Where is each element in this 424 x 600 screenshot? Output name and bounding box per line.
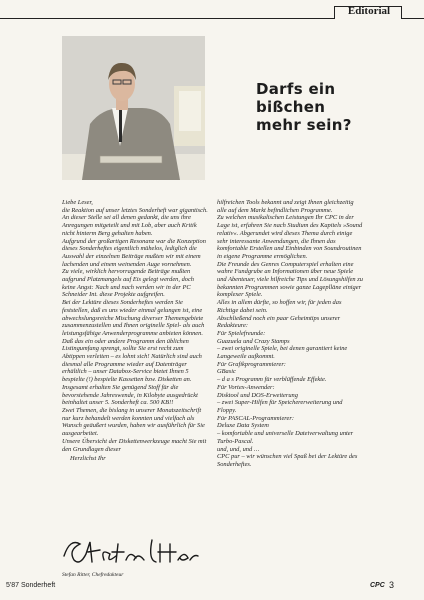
tip-title: Disktool und DOS-Erweiterung (217, 391, 298, 399)
right-column (217, 199, 363, 469)
issue-label: 5'87 Sonderheft (6, 582, 56, 589)
paragraph: Insgesamt erhalten Sie genügend Stoff für die bevorstehende Jahreswende, in Kilobyte ausgedrückt beinhaltet unser 5. Sonderheft ca. 500 KB!! (62, 383, 198, 407)
paragraph: und, und, und … (217, 445, 260, 453)
tip-title: Guazuela und Crazy Stamps (217, 337, 290, 345)
paragraph: hilfreichen Tools bekannt und zeigt Ihnen gleichzeitig alle auf dem Markt befindlichen Programme. (217, 199, 354, 214)
tip-heading: Für PASCAL-Programmierer: (217, 414, 294, 422)
signature-name: Stefan Ritter, Chefredakteur (62, 572, 124, 578)
headline (256, 80, 396, 134)
paragraph: Daß das ein oder andere Programm den üblichen Listingumfang sprengt, sollte Sie erst recht zum Abtippen verleiten – es lohnt sich! Natürlich sind auch diesmal alle Programme wieder auf Datenträger erhältlich – unser Databox-Service bietet Ihnen 5 bespielte (!) bespielte Kassetten bzw. Disketten an. (62, 337, 202, 384)
paragraph: Abschließend noch ein paar Geheimtips unserer Redakteure: (217, 314, 341, 330)
tip-heading: Für Grafikprogrammierer: (217, 360, 286, 368)
tip-heading: Für Vortex-Anwender: (217, 383, 275, 391)
paragraph: Zwei Themen, die bislang in unserer Monatszeitschrift nur kurz behandelt werden konnten und vielfach als Wunsch geäußert wurden, haben wir ausführlich für Sie ausgearbeitet. (62, 406, 205, 438)
paragraph: Zu viele, wirklich hervorragende Beiträge mußten aufgrund Platzmangels auf Eis gelegt werden, doch keine Angst: Nach und nach werden wir in der PC Schneider Int. diese Projekte aufgreifen. (62, 268, 194, 299)
page-number: 3 (389, 580, 395, 590)
paragraph: Zu welchen musikalischen Leistungen Ihr CPC in der Lage ist, erfahren Sie nach Studium des Kapitels »Sound relativ«. Abgerundet wird dieses Thema durch einige sehr interessante Anwendungen, die Ihnen das komfortable Erstellen und Einbinden von Soundroutinen in eigene Programme ermöglichen. (217, 214, 363, 260)
paragraph: Bei der Lektüre dieses Sonderheftes werden Sie feststellen, daß es uns wieder einmal gelungen ist, eine abwechslungsreiche Mischung diverser Themengebiete zusammenzustellen und Ihnen originelle Spiel- als auch leistungsfähige Anwenderprogramme anbieten können. (62, 299, 205, 337)
paragraph: CPC pur – wir wünschen viel Spaß bei der Lektüre des Sonderheftes. (217, 453, 358, 468)
tip-text: – zwei Super-Hilfen für Speichererweiterung und Floppy. (217, 399, 343, 414)
paragraph: die Reaktion auf unser letztes Sonderheft war gigantisch. An dieser Stelle sei all denen gedankt, die uns ihre Anregungen mitgeteilt und mit Lob, aber auch Kritik nicht hinterm Berg gehalten haben. (62, 206, 208, 237)
closing-greeting: Herzlichst Ihr (70, 455, 106, 463)
left-column (62, 199, 208, 463)
paragraph: Aufgrund der großartigen Resonanz war die Konzeption dieses Sonderheftes eigentlich mühelos, lediglich die Auswahl der einzelnen Beiträge mußten wir mit einem lachenden und einem weinenden Auge vornehmen. (62, 237, 206, 268)
editor-photo-illustration (62, 36, 205, 180)
tip-title: GBasic (217, 368, 236, 376)
magazine-logo: CPC (370, 582, 385, 589)
handwritten-signature (60, 530, 200, 570)
tip-text: – d a s Programm für verblüffende Effekte. (217, 376, 327, 384)
tip-text: – komfortable und universelle Dateiverwaltung unter Turbo-Pascal. (217, 430, 354, 445)
headline-line-1: Darfs ein (256, 80, 336, 98)
tip-title: Deluxe Data System (217, 422, 269, 430)
section-title: Editorial (347, 5, 391, 17)
tip-text: – zwei originelle Spiele, bei denen garantiert keine Langeweile aufkommt. (217, 345, 348, 361)
tip-heading: Für Spielefreunde: (217, 329, 266, 337)
headline-line-2: bißchen (256, 98, 326, 116)
paragraph: Unsere Übersicht der Diskettenwerkzeuge macht Sie mit den Grundlagen dieser (62, 437, 207, 453)
paragraph: Die Freunde des Genres Computerspiel erhalten eine wahre Fundgrube an Informationen über neue Spiele und Abenteuer, viele hilfreiche Tips und Lösungshilfen zu bekannten Programmen sowie ganze Lageplläne einiger komplexer Spiele. (217, 260, 363, 299)
editor-photo (62, 36, 205, 180)
salutation: Liebe Leser, (62, 199, 93, 206)
paragraph: Alles in allem dürfte, so hoffen wir, für jeden das Richtige dabei sein. (217, 299, 342, 314)
headline-line-3: mehr sein? (256, 116, 352, 134)
